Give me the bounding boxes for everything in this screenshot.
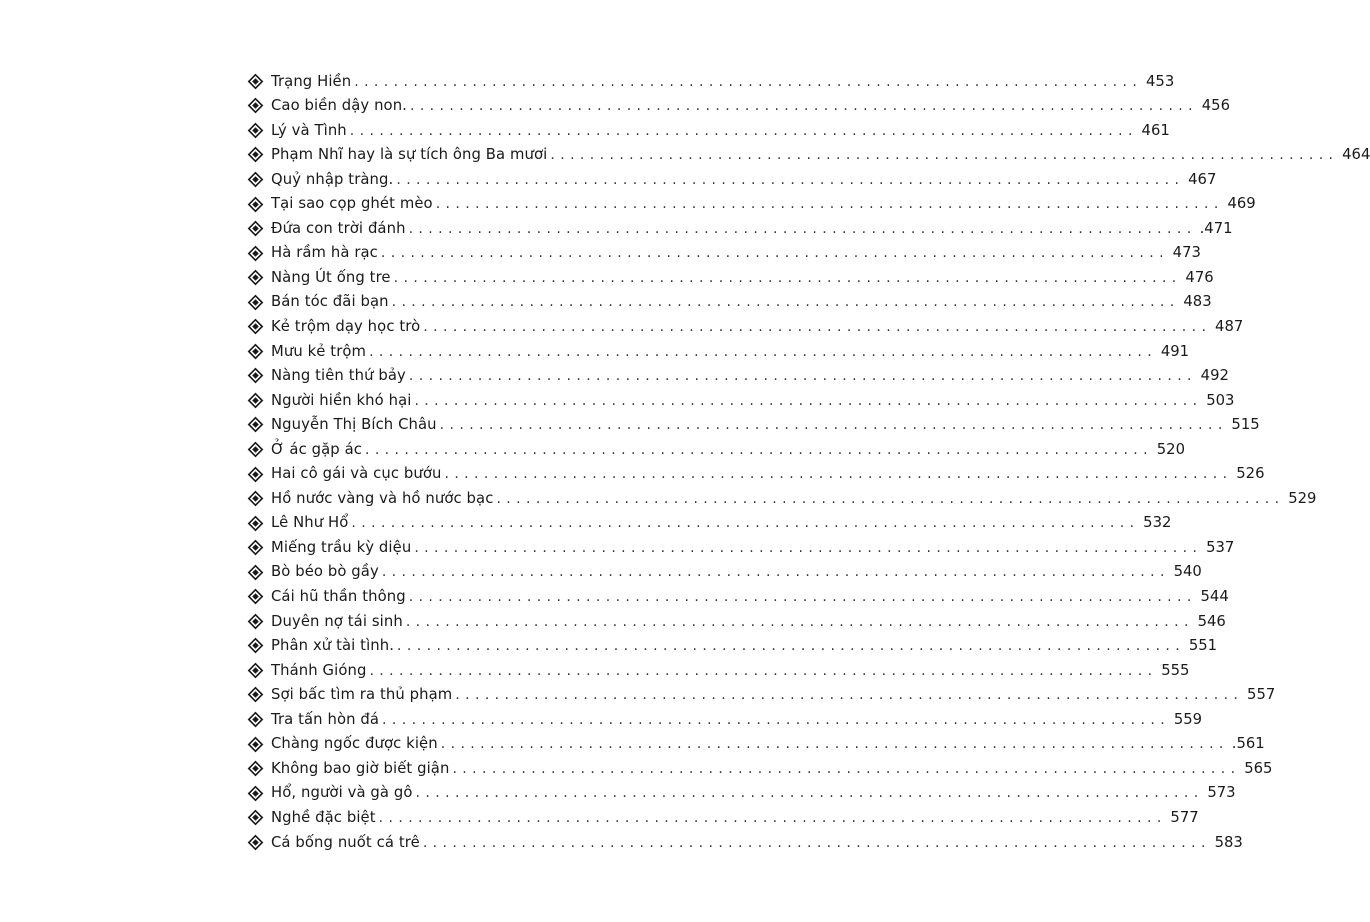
toc-entry [248, 634, 1218, 659]
diamond-bullet-icon [248, 442, 263, 457]
toc-entry [248, 683, 1276, 708]
diamond-bullet-icon [248, 172, 263, 187]
page-number: .561 [1231, 735, 1265, 753]
diamond-bullet-icon [248, 319, 263, 334]
toc-entry [248, 830, 1243, 855]
toc-entry [248, 486, 1317, 511]
diamond-bullet-icon [248, 565, 263, 580]
dot-leader: ................................................................................ [423, 319, 1212, 336]
page-number: 473 [1172, 244, 1201, 262]
page-number: 461 [1141, 121, 1170, 139]
entry-title: Lê Như Hổ [271, 514, 349, 532]
diamond-bullet-icon [248, 246, 263, 261]
toc-entry [248, 413, 1260, 438]
diamond-bullet-icon [248, 123, 263, 138]
page-number: 577 [1170, 808, 1199, 826]
page-number: 483 [1183, 293, 1212, 311]
page-number: 532 [1143, 514, 1172, 532]
dot-leader: ................................................................................ [369, 343, 1158, 360]
dot-leader: ................................................................................ [414, 539, 1203, 556]
toc-entry [248, 707, 1203, 732]
page-number: 464 [1342, 146, 1370, 164]
page-number: 520 [1156, 440, 1185, 458]
entry-title: Kẻ trộm dạy học trò [271, 318, 421, 336]
page-number: 537 [1206, 538, 1235, 556]
entry-title: Nguyễn Thị Bích Châu [271, 416, 437, 434]
toc-entry [248, 388, 1235, 413]
page-number: 453 [1145, 72, 1175, 90]
toc-entry [248, 118, 1170, 143]
dot-leader: ................................................................................ [351, 515, 1140, 532]
diamond-bullet-icon [248, 614, 263, 629]
toc-entry [248, 143, 1370, 168]
entry-title: Phạm Nhĩ hay là sự tích ông Ba mươi [271, 146, 548, 164]
dot-leader: ................................................................................ [380, 245, 1169, 262]
page-number: 467 [1188, 170, 1217, 188]
page-number: 546 [1197, 612, 1226, 630]
entry-title: Sợi bấc tìm ra thủ phạm [271, 686, 453, 704]
page-number: 573 [1207, 784, 1236, 802]
diamond-bullet-icon [248, 417, 263, 432]
toc-entry [248, 609, 1226, 634]
dot-leader: ................................................................................ [414, 392, 1203, 409]
diamond-bullet-icon [248, 540, 263, 555]
toc-entry [248, 511, 1172, 536]
entry-title: Trạng Hiền [271, 72, 352, 90]
dot-leader: ................................................................................ [405, 613, 1194, 630]
dot-leader: ................................................................................ [391, 294, 1180, 311]
entry-title: Nghề đặc biệt [271, 808, 376, 826]
page-number: 491 [1160, 342, 1190, 360]
dot-leader: ................................................................................ [393, 269, 1182, 286]
entry-title: Cá bống nuốt cá trê [271, 833, 420, 851]
diamond-bullet-icon [248, 712, 263, 727]
diamond-bullet-icon [248, 368, 263, 383]
toc-entry [248, 805, 1199, 830]
entry-title: Quỷ nhập tràng. [271, 170, 394, 188]
dot-leader: ................................................................................ [439, 417, 1228, 434]
diamond-bullet-icon [248, 295, 263, 310]
dot-leader: ................................................................................ [364, 441, 1153, 458]
diamond-bullet-icon [248, 737, 263, 752]
table-of-contents [248, 69, 1370, 855]
entry-title: Thánh Gióng [271, 661, 367, 679]
diamond-bullet-icon [248, 270, 263, 285]
dot-leader: ................................................................................ [408, 220, 1197, 237]
entry-title: Cái hũ thần thông [271, 588, 406, 606]
page-number: 555 [1161, 661, 1190, 679]
toc-entry [248, 732, 1265, 757]
toc-entry [248, 364, 1229, 389]
toc-entry [248, 339, 1190, 364]
entry-title: Duyên nợ tái sinh [271, 612, 403, 630]
diamond-bullet-icon [248, 663, 263, 678]
diamond-bullet-icon [248, 638, 263, 653]
dot-leader: ................................................................................ [381, 564, 1170, 581]
toc-entry [248, 560, 1202, 585]
page-number: 565 [1244, 759, 1273, 777]
dot-leader: ................................................................................ [378, 809, 1167, 826]
dot-leader: ................................................................................ [435, 196, 1224, 213]
entry-title: Cao biền dậy non. [271, 97, 407, 115]
toc-entry [248, 69, 1175, 94]
entry-title: Hổ, người và gà gô [271, 784, 413, 802]
entry-title: Tra tấn hòn đá [271, 710, 380, 728]
dot-leader: ................................................................................ [349, 122, 1138, 139]
toc-entry [248, 756, 1273, 781]
entry-title: Hai cô gái và cục bướu [271, 465, 442, 483]
diamond-bullet-icon [248, 98, 263, 113]
diamond-bullet-icon [248, 589, 263, 604]
toc-entry [248, 437, 1185, 462]
diamond-bullet-icon [248, 74, 263, 89]
toc-entry [248, 584, 1229, 609]
page-number: 476 [1185, 268, 1214, 286]
page-number: 492 [1200, 367, 1229, 385]
page-number: 456 [1201, 97, 1230, 115]
entry-title: Bán tóc đãi bạn [271, 293, 389, 311]
page-number: 551 [1188, 637, 1218, 655]
entry-title: Người hiền khó hại [271, 391, 412, 409]
entry-title: Hồ nước vàng và hồ nước bạc [271, 489, 494, 507]
toc-entry [248, 192, 1256, 217]
page-number: 540 [1173, 563, 1202, 581]
entry-title: Tại sao cọp ghét mèo [271, 195, 433, 213]
toc-entry [248, 94, 1230, 119]
entry-title: Mưu kẻ trộm [271, 342, 367, 360]
page-number: 557 [1247, 686, 1276, 704]
toc-entry [248, 265, 1214, 290]
toc-entry [248, 781, 1236, 806]
diamond-bullet-icon [248, 786, 263, 801]
toc-entry [248, 658, 1190, 683]
dot-leader: ................................................................................ [408, 589, 1197, 606]
entry-title: Không bao giờ biết giận [271, 759, 450, 777]
diamond-bullet-icon [248, 516, 263, 531]
diamond-bullet-icon [248, 467, 263, 482]
page-number: 487 [1215, 318, 1244, 336]
diamond-bullet-icon [248, 810, 263, 825]
toc-entry [248, 241, 1201, 266]
entry-title: Lý và Tình [271, 121, 347, 139]
page-number: 583 [1214, 833, 1243, 851]
diamond-bullet-icon [248, 491, 263, 506]
toc-entry [248, 535, 1235, 560]
dot-leader: ................................................................................ [422, 834, 1211, 851]
dot-leader: ................................................................................ [382, 711, 1171, 728]
dot-leader: ................................................................................ [452, 760, 1241, 777]
diamond-bullet-icon [248, 197, 263, 212]
diamond-bullet-icon [248, 687, 263, 702]
page-number: 559 [1173, 710, 1203, 728]
page-number: 515 [1231, 416, 1260, 434]
entry-title: Chàng ngốc được kiện [271, 735, 438, 753]
page-number: .471 [1199, 219, 1233, 237]
page-number: 503 [1206, 391, 1235, 409]
toc-entry [248, 216, 1233, 241]
dot-leader: ................................................................................ [444, 466, 1233, 483]
dot-leader: ................................................................................ [397, 638, 1186, 655]
dot-leader: ................................................................................ [409, 98, 1198, 115]
diamond-bullet-icon [248, 221, 263, 236]
page-number: 469 [1227, 195, 1256, 213]
diamond-bullet-icon [248, 344, 263, 359]
toc-entry [248, 167, 1217, 192]
entry-title: Đứa con trời đánh [271, 219, 406, 237]
entry-title: Ở ác gặp ác [271, 440, 362, 458]
page-number: 544 [1200, 588, 1229, 606]
entry-title: Hà rầm hà rạc [271, 244, 378, 262]
diamond-bullet-icon [248, 835, 263, 850]
entry-title: Miếng trầu kỳ diệu [271, 538, 412, 556]
page-number: 529 [1288, 489, 1317, 507]
toc-entry [248, 290, 1212, 315]
diamond-bullet-icon [248, 393, 263, 408]
entry-title: Phân xử tài tình. [271, 637, 395, 655]
toc-entry [248, 314, 1244, 339]
entry-title: Nàng Út ống tre [271, 268, 391, 286]
dot-leader: ................................................................................ [496, 490, 1285, 507]
toc-entry [248, 462, 1265, 487]
dot-leader: ................................................................................ [408, 368, 1197, 385]
dot-leader: ................................................................................ [455, 687, 1244, 704]
dot-leader: ................................................................................ [354, 73, 1143, 90]
diamond-bullet-icon [248, 147, 263, 162]
diamond-bullet-icon [248, 761, 263, 776]
dot-leader: ................................................................................ [415, 785, 1204, 802]
dot-leader: ................................................................................ [440, 736, 1229, 753]
entry-title: Nàng tiên thứ bảy [271, 367, 406, 385]
dot-leader: ................................................................................ [550, 147, 1339, 164]
entry-title: Bò béo bò gầy [271, 563, 379, 581]
dot-leader: ................................................................................ [369, 662, 1158, 679]
dot-leader: ................................................................................ [396, 171, 1185, 188]
page-number: 526 [1236, 465, 1265, 483]
